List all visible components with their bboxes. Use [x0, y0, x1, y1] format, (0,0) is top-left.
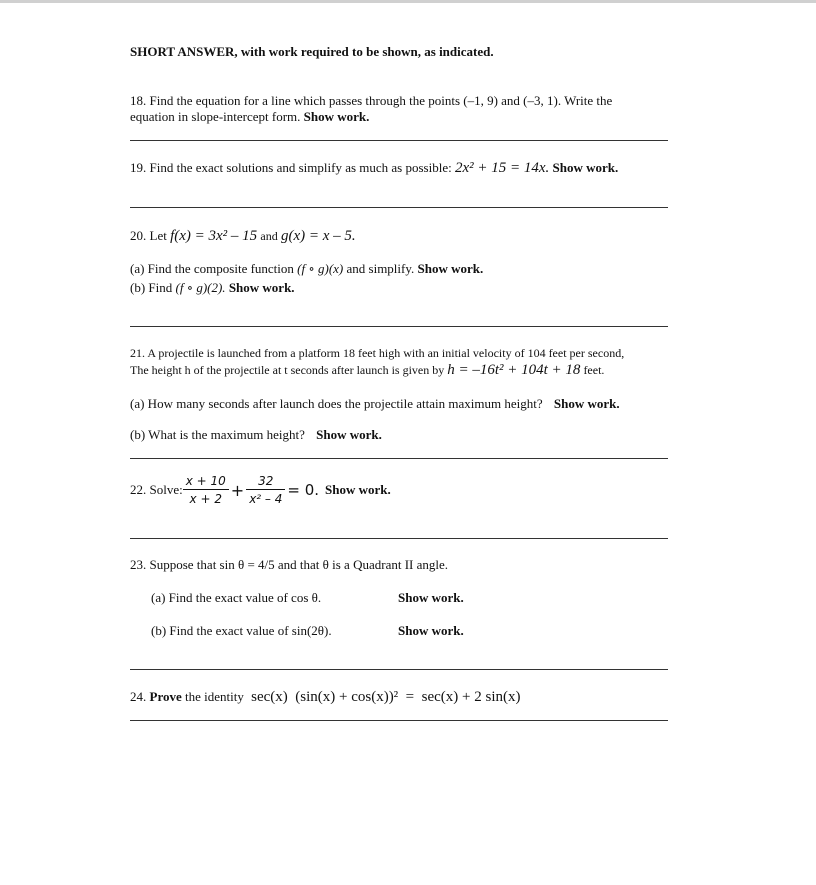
divider-22	[130, 538, 668, 539]
q23-b-show-work: Show work.	[398, 623, 464, 638]
q22-line	[130, 472, 391, 508]
q24-prove: Prove	[149, 689, 182, 704]
q19-text: 19. Find the exact solutions and simplify as much as possible:	[130, 160, 452, 175]
q21-a-text: (a) How many seconds after launch does the projectile attain maximum height?	[130, 396, 543, 411]
q23-b-text: (b) Find the exact value of sin(2θ).	[151, 623, 332, 638]
q24-text: the identity	[185, 689, 244, 704]
q22-frac1-numerator: x + 10	[183, 474, 229, 490]
divider-20	[130, 326, 668, 327]
q20-a-tail: and simplify.	[346, 261, 415, 276]
divider-24	[130, 720, 668, 721]
q20-part-a	[130, 261, 483, 277]
section-header: SHORT ANSWER, with work required to be shown, as indicated.	[130, 44, 494, 59]
q22-fraction-1	[183, 474, 229, 506]
q20-b-show-work: Show work.	[228, 280, 295, 295]
divider-18	[130, 140, 668, 141]
page-top-border	[0, 0, 816, 3]
q21-a-show-work: Show work.	[553, 396, 620, 411]
q23-a-show-work: Show work.	[398, 590, 464, 605]
q22-frac2-numerator: 32	[246, 474, 285, 490]
q22-plus: +	[230, 480, 245, 500]
q21-units: feet.	[583, 363, 605, 377]
divider-19	[130, 207, 668, 208]
q19-line	[130, 160, 618, 177]
q23-intro: 23. Suppose that sin θ = 4/5 and that θ is a Quadrant II angle.	[130, 557, 449, 572]
q21-line2-text: The height h of the projectile at t seconds after launch is given by	[130, 363, 445, 377]
q21-part-a	[130, 396, 620, 412]
q21-b-text: (b) What is the maximum height?	[130, 427, 305, 442]
q18-line2-text: equation in slope-intercept form.	[130, 109, 301, 124]
q20-part-b	[130, 280, 295, 296]
q18-line2	[130, 109, 369, 125]
q22-show-work: Show work.	[325, 482, 391, 497]
q21-height-equation: h = –16t² + 104t + 18	[447, 362, 581, 378]
q20-b-expr: (f ∘ g)(2).	[175, 280, 226, 295]
q20-f-def: f(x) = 3x² – 15	[170, 228, 258, 244]
q20-a-show-work: Show work.	[417, 261, 484, 276]
q20-and: and	[260, 229, 278, 243]
q21-line1: 21. A projectile is launched from a platform 18 feet high with an initial velocity of 104 feet per second,	[130, 346, 625, 360]
q18-line1: 18. Find the equation for a line which passes through the points (–1, 9) and (–3, 1). Write the	[130, 93, 613, 108]
divider-21	[130, 458, 668, 459]
q22-frac2-denominator: x² – 4	[249, 492, 283, 506]
q19-show-work: Show work.	[552, 160, 619, 175]
q20-a-text: (a) Find the composite function	[130, 261, 294, 276]
q20-a-expr: (f ∘ g)(x)	[297, 261, 344, 276]
q20-g-def: g(x) = x – 5.	[281, 228, 356, 244]
q18-show-work: Show work.	[303, 109, 370, 124]
q23-a-text: (a) Find the exact value of cos θ.	[151, 590, 322, 605]
q22-label: 22. Solve:	[130, 482, 183, 497]
q21-part-b	[130, 427, 382, 443]
q20-intro	[130, 228, 356, 245]
q19-equation: 2x² + 15 = 14x.	[454, 160, 550, 176]
q22-frac1-denominator: x + 2	[189, 492, 222, 506]
q20-intro-prefix: 20. Let	[130, 228, 167, 243]
divider-23	[130, 669, 668, 670]
q22-fraction-2	[246, 474, 285, 506]
q21-line2	[130, 362, 604, 379]
q24-identity: sec(x) (sin(x) + cos(x))² = sec(x) + 2 sin(x)	[251, 689, 521, 705]
q21-b-show-work: Show work.	[316, 427, 382, 442]
q24-label: 24.	[130, 689, 147, 704]
q22-equals: = 0.	[287, 481, 320, 499]
q20-b-text: (b) Find	[130, 280, 173, 295]
q24-line	[130, 689, 521, 706]
